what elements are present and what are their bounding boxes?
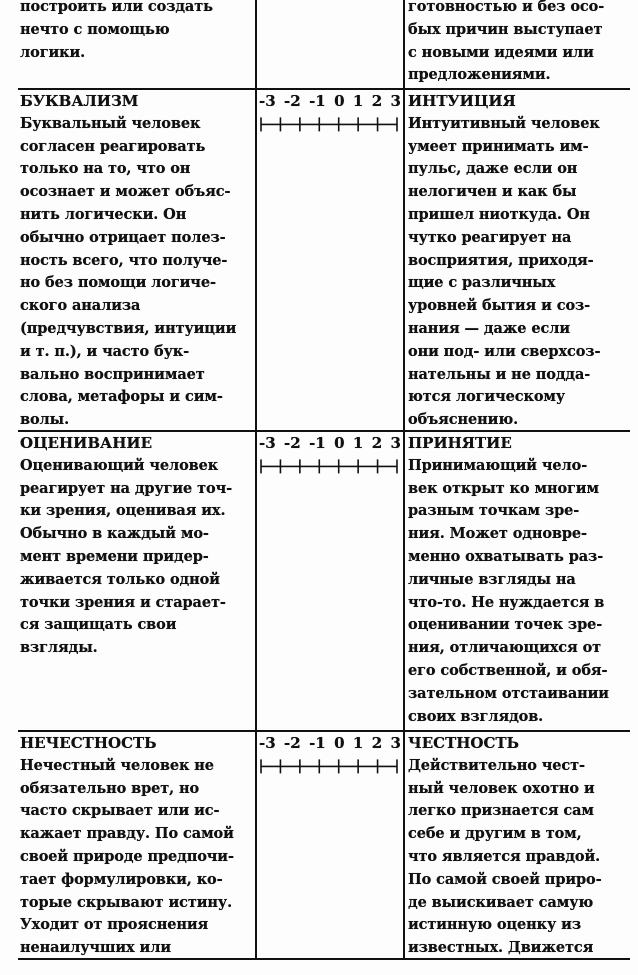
text-line: умеет принимать им-	[408, 137, 589, 155]
text-line: живается только одной	[20, 570, 220, 588]
text-line: ются логическому	[408, 388, 566, 406]
text-line: век открыт ко многим	[408, 479, 599, 497]
scale-label: 1	[352, 434, 364, 452]
text-line: волы.	[20, 411, 70, 429]
text-line: легко признается сам	[408, 802, 594, 820]
rating-scale	[259, 732, 401, 778]
text-line: торые скрывают истину.	[20, 893, 233, 911]
text-line: ки зрения, оценивая их.	[20, 502, 226, 520]
scale-label: 0	[334, 734, 345, 752]
scale-label: -1	[309, 434, 326, 452]
scale-label: -2	[284, 92, 301, 110]
text-line: тает формулировки, ко-	[20, 870, 223, 888]
text-line: только на то, что он	[20, 160, 191, 178]
scale-label: -1	[309, 734, 326, 752]
trait-title: ИНТУИЦИЯ	[408, 92, 516, 110]
scale-label: -3	[259, 734, 276, 752]
top-left-continuation	[20, 0, 254, 64]
text-line: Буквальный человек	[20, 114, 201, 132]
text-line: точки зрения и старает-	[20, 593, 226, 611]
text-line: разным точкам зре-	[408, 502, 580, 520]
text-line: себе и другим в том,	[408, 825, 582, 843]
trait-title: ЧЕСТНОСТЬ	[408, 734, 519, 752]
trait-description	[408, 755, 630, 960]
scale-label: 0	[334, 434, 345, 452]
scale-axis	[259, 113, 401, 136]
text-line: что-то. Не нуждается в	[408, 593, 605, 611]
text-line: слова, метафоры и сим-	[20, 388, 223, 406]
text-line: По самой своей приро-	[408, 870, 602, 888]
scale-label: 2	[371, 734, 383, 752]
scale-labels	[259, 732, 401, 755]
scale-label: 2	[371, 92, 383, 110]
trait-title: ОЦЕНИВАНИЕ	[20, 434, 153, 452]
text-line: пришел ниоткуда. Он	[408, 205, 590, 223]
text-line: Обычно в каждый мо-	[20, 525, 209, 543]
scale-label: 3	[390, 434, 401, 452]
text-line: обязательно врет, но	[20, 779, 200, 797]
column-divider-left	[255, 0, 257, 960]
scale-label: 0	[334, 92, 345, 110]
text-line: бых причин выступает	[408, 20, 603, 38]
trait-acceptance	[408, 432, 630, 728]
text-line: де выискивает самую	[408, 893, 594, 911]
text-line: ния. Может одновре-	[408, 525, 587, 543]
text-line: и т. п.), и часто бук-	[20, 342, 190, 360]
text-line: но без помощи логиче-	[20, 274, 216, 292]
text-line: его собственной, и обя-	[408, 661, 608, 679]
scale-axis	[259, 455, 401, 478]
trait-title: ПРИНЯТИЕ	[408, 434, 512, 452]
text-line: ный человек охотно и	[408, 779, 595, 797]
text-line: с новыми идеями или	[408, 43, 594, 61]
trait-description	[408, 455, 630, 729]
text-line: менно охватывать раз-	[408, 547, 604, 565]
text-line: нательны и не подда-	[408, 365, 591, 383]
text-line: нания — даже если	[408, 319, 570, 337]
rating-scale	[259, 432, 401, 478]
text-line: ность всего, что получе-	[20, 251, 228, 269]
text-line: ния, отличающихся от	[408, 639, 602, 657]
trait-description	[408, 113, 630, 432]
text-line: Нечестный человек не	[20, 756, 214, 774]
text-line: кажает правду. По самой	[20, 825, 234, 843]
text-line: своей природе предпочи-	[20, 847, 234, 865]
text-line: построить или создать	[20, 0, 213, 15]
top-right-continuation	[408, 0, 630, 87]
trait-title: БУКВАЛИЗМ	[20, 92, 139, 110]
text-line: осознает и может объяс-	[20, 183, 231, 201]
text-line: логики.	[20, 43, 86, 61]
text-line: вально воспринимает	[20, 365, 205, 383]
text-line: нелогичен и как бы	[408, 183, 577, 201]
scale-labels	[259, 432, 401, 455]
text-line: Принимающий чело-	[408, 456, 588, 474]
scale-labels	[259, 90, 401, 113]
scale-label: 3	[390, 734, 401, 752]
text-line: обычно отрицает полез-	[20, 228, 226, 246]
text-line: Уходит от прояснения	[20, 916, 209, 934]
text-line: согласен реагировать	[20, 137, 206, 155]
trait-dishonesty	[20, 732, 254, 960]
text-line: Оценивающий человек	[20, 456, 219, 474]
text-line: личные взгляды на	[408, 570, 576, 588]
trait-description	[20, 755, 254, 960]
text-line: реагирует на другие точ-	[20, 479, 233, 497]
rating-scale	[259, 90, 401, 136]
text-line: оценивании точек зре-	[408, 616, 603, 634]
text-line: взгляды.	[20, 639, 98, 657]
text-line: (предчувствия, интуиции	[20, 319, 237, 337]
scale-label: -3	[259, 434, 276, 452]
text-line: ского анализа	[20, 297, 141, 315]
trait-description	[20, 455, 254, 660]
scale-label: -2	[284, 734, 301, 752]
text-line: ся защищать свои	[20, 616, 177, 634]
text-line: нечто с помощью	[20, 20, 170, 38]
scale-label: -3	[259, 92, 276, 110]
trait-literalism	[20, 90, 254, 432]
text-line: готовностью и без осо-	[408, 0, 605, 15]
text-line: чутко реагирует на	[408, 228, 572, 246]
scale-axis	[259, 755, 401, 778]
text-line: нить логически. Он	[20, 205, 187, 223]
trait-description	[20, 113, 254, 432]
text-line: Интуитивный человек	[408, 114, 600, 132]
text-line: Действительно чест-	[408, 756, 585, 774]
text-line: восприятия, приходя-	[408, 251, 594, 269]
scale-label: 1	[352, 734, 364, 752]
text-line: уровней бытия и соз-	[408, 297, 591, 315]
column-divider-right	[403, 0, 405, 960]
text-line: пульс, даже если он	[408, 160, 578, 178]
scale-label: 1	[352, 92, 364, 110]
text-line: мент времени придер-	[20, 547, 209, 565]
trait-honesty	[408, 732, 630, 960]
text-line: объяснению.	[408, 411, 519, 429]
text-line: часто скрывает или ис-	[20, 802, 220, 820]
trait-intuition	[408, 90, 630, 432]
trait-title: НЕЧЕСТНОСТЬ	[20, 734, 157, 752]
text-line: истинную оценку из	[408, 916, 581, 934]
text-line: зательном отстаивании	[408, 684, 609, 702]
text-line: своих взглядов.	[408, 707, 544, 725]
text-line: ненаилучших или	[20, 939, 171, 957]
text-line: щие с различных	[408, 274, 556, 292]
text-line: они под- или сверхсоз-	[408, 342, 601, 360]
scale-label: -1	[309, 92, 326, 110]
scale-label: 2	[371, 434, 383, 452]
text-line: предложениями.	[408, 66, 551, 84]
text-line: что является правдой.	[408, 847, 601, 865]
trait-evaluating	[20, 432, 254, 660]
text-line: известных. Движется	[408, 939, 594, 957]
scale-label: 3	[390, 92, 401, 110]
scale-label: -2	[284, 434, 301, 452]
